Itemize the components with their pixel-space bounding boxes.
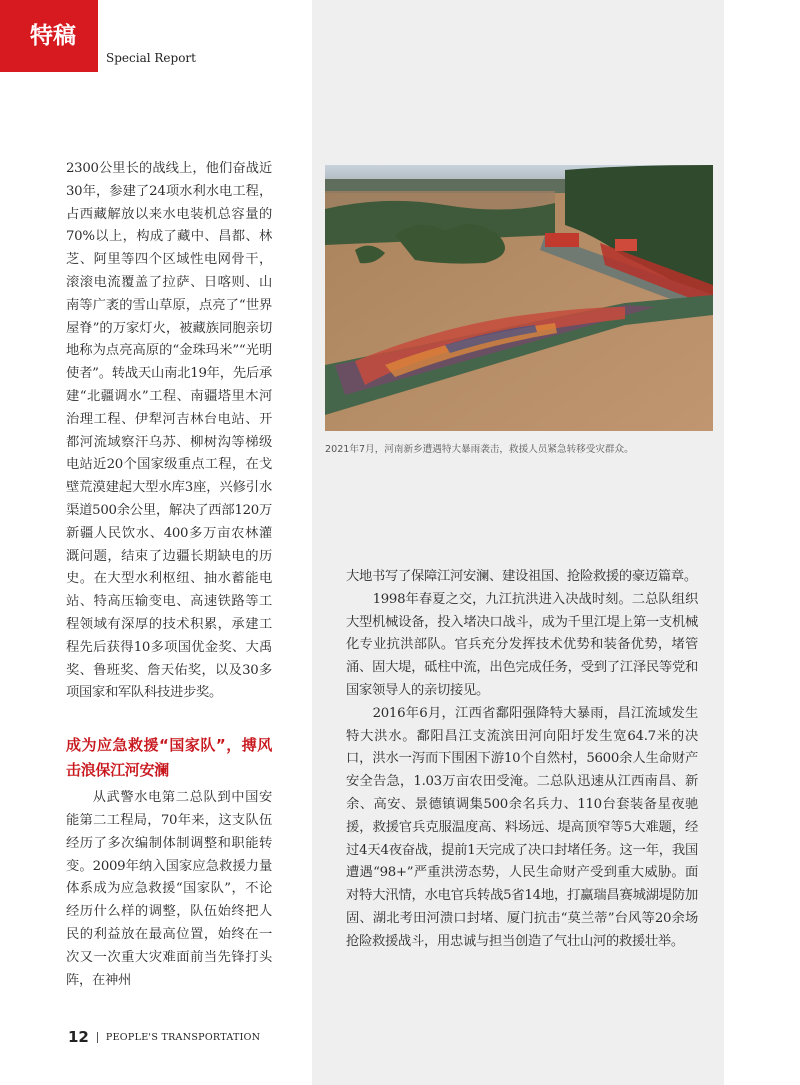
section-subtitle: Special Report (106, 51, 196, 65)
left-paragraph-1: 2300公里长的战线上，他们奋战近30年，参建了24项水利水电工程，占西藏解放以来水电装机总容量的70%以上，构成了藏中、昌都、林芝、阿里等四个区域性电网骨干，滚滚电流覆盖了拉萨、日喀则、山南等广袤的雪山草原，点亮了“世界屋脊”的万家灯火，被藏族同胞亲切地称为点亮高原的“金珠玛米”“光明使者”。转战天山南北19年，先后承建“北疆调水”工程、南疆塔里木河治理工程、伊犁河吉林台电站、开都河流域察汗乌苏、柳树沟等梯级电站近20个国家级重点工程，在戈壁荒漠建起大型水库3座，兴修引水渠道500余公里，解决了西部120万新疆人民饮水、400多万亩农林灌溉问题，结束了边疆长期缺电的历史。在大型水利枢纽、抽水蓄能电站、特高压输变电、高速铁路等工程领域有深厚的技术积累，承建工程先后获得10多项国优金奖、大禹奖、鲁班奖、詹天佑奖，以及30多项国家和军队科技进步奖。 (66, 161, 272, 701)
section-tag: 特稿 (0, 0, 98, 72)
page-footer (68, 1028, 260, 1046)
flood-rescue-photo (325, 165, 713, 431)
photo-caption: 2021年7月，河南新乡遭遇特大暴雨袭击，救援人员紧急转移受灾群众。 (325, 444, 634, 455)
left-column (66, 158, 272, 992)
right-column (346, 566, 698, 954)
right-paragraph-1: 大地书写了保障江河安澜、建设祖国、抢险救援的豪迈篇章。 (346, 569, 697, 584)
right-paragraph-2: 1998年春夏之交，九江抗洪进入决战时刻。二总队组织大型机械设备，投入堵决口战斗，成为千里江堤上第一支机械化专业抗洪部队。官兵充分发挥技术优势和装备优势，堵管涌、固大堤，砥柱中流，出色完成任务，受到了江泽民等党和国家领导人的亲切接见。 (346, 591, 698, 698)
magazine-name: PEOPLE'S TRANSPORTATION (105, 1031, 261, 1043)
left-paragraph-2: 从武警水电第二总队到中国安能第二工程局，70年来，这支队伍经历了多次编制体制调整和职能转变。2009年纳入国家应急救援力量体系成为应急救援“国家队”，不论经历什么样的调整，队伍始终把人民的利益放在最高位置，始终在一次又一次重大灾难面前当先锋打头阵，在神州 (66, 790, 272, 988)
footer-divider (97, 1032, 98, 1043)
right-paragraph-3: 2016年6月，江西省鄱阳强降特大暴雨，昌江流域发生特大洪水。鄱阳昌江支流滨田河向阳圩发生宽64.7米的决口，洪水一泻而下围困下游10个自然村，5600余人生命财产安全告急，1.03万亩农田受淹。二总队迅速从江西南昌、新余、高安、景德镇调集500余名兵力、110台套装备星夜驰援，救援官兵克服温度高、料场远、堤高顶窄等5大难题，经过4天4夜奋战，提前1天完成了决口封堵任务。这一年，我国遭遇“98+”严重洪涝态势，人民生命财产受到重大威胁。面对特大汛情，水电官兵转战5省14地，打赢瑞昌赛城湖堤防加固、湖北考田河溃口封堵、厦门抗击“莫兰蒂”台风等20余场抢险救援战斗，用忠诚与担当创造了气壮山河的救援壮举。 (346, 705, 698, 949)
section-heading: 成为应急救援“国家队”，搏风击浪保江河安澜 (66, 736, 272, 780)
page-number: 12 (68, 1028, 89, 1046)
